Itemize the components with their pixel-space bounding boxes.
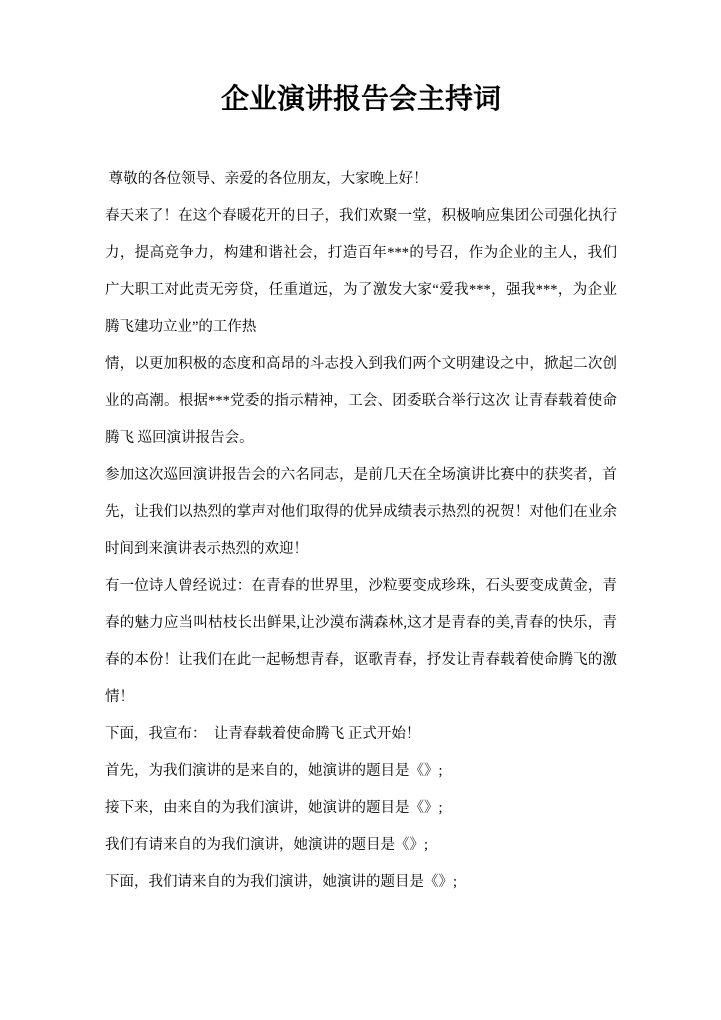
paragraph: 下面，我宣布： 让青春载着使命腾飞 正式开始！ <box>105 726 421 742</box>
document-title: 企业演讲报告会主持词 <box>220 84 501 115</box>
paragraph: 首先，为我们演讲的是来自的，她演讲的题目是《》; <box>105 763 443 779</box>
document-body <box>105 161 617 901</box>
paragraph: 春天来了！在这个春暖花开的日子，我们欢聚一堂，积极响应集团公司强化执行力，提高竞争力，构建和谐社会，打造百年***的号召，作为企业的主人，我们广大职工对此责无旁贷，任重道远，为了激发大家“爱我***，强我***，为企业腾飞建功立业”的工作热 <box>105 208 617 335</box>
paragraph: 我们有请来自的为我们演讲，她演讲的题目是《》; <box>105 837 429 853</box>
paragraph: 参加这次巡回演讲报告会的六名同志，是前几天在全场演讲比赛中的获奖者，首先，让我们以热烈的掌声对他们取得的优异成绩表示热烈的祝贺！对他们在业余时间到来演讲表示热烈的欢迎！ <box>105 467 617 557</box>
paragraph: 情，以更加积极的态度和高昂的斗志投入到我们两个文明建设之中，掀起二次创业的高潮。根据***党委的指示精神，工会、团委联合举行这次 让青春载着使命腾飞 巡回演讲报告会。 <box>105 356 617 446</box>
paragraph: 有一位诗人曾经说过：在青春的世界里，沙粒要变成珍珠，石头要变成黄金，青春的魅力应当叫枯枝长出鲜果,让沙漠布满森林,这才是青春的美,青春的快乐，青春的本份！让我们在此一起畅想青春，讴歌青春，抒发让青春载着使命腾飞的激情！ <box>105 578 617 705</box>
paragraph: 下面，我们请来自的为我们演讲，她演讲的题目是《》; <box>105 874 458 890</box>
paragraph: 尊敬的各位领导、亲爱的各位朋友，大家晚上好！ <box>105 171 428 187</box>
paragraph: 接下来，由来自的为我们演讲，她演讲的题目是《》; <box>105 800 443 816</box>
